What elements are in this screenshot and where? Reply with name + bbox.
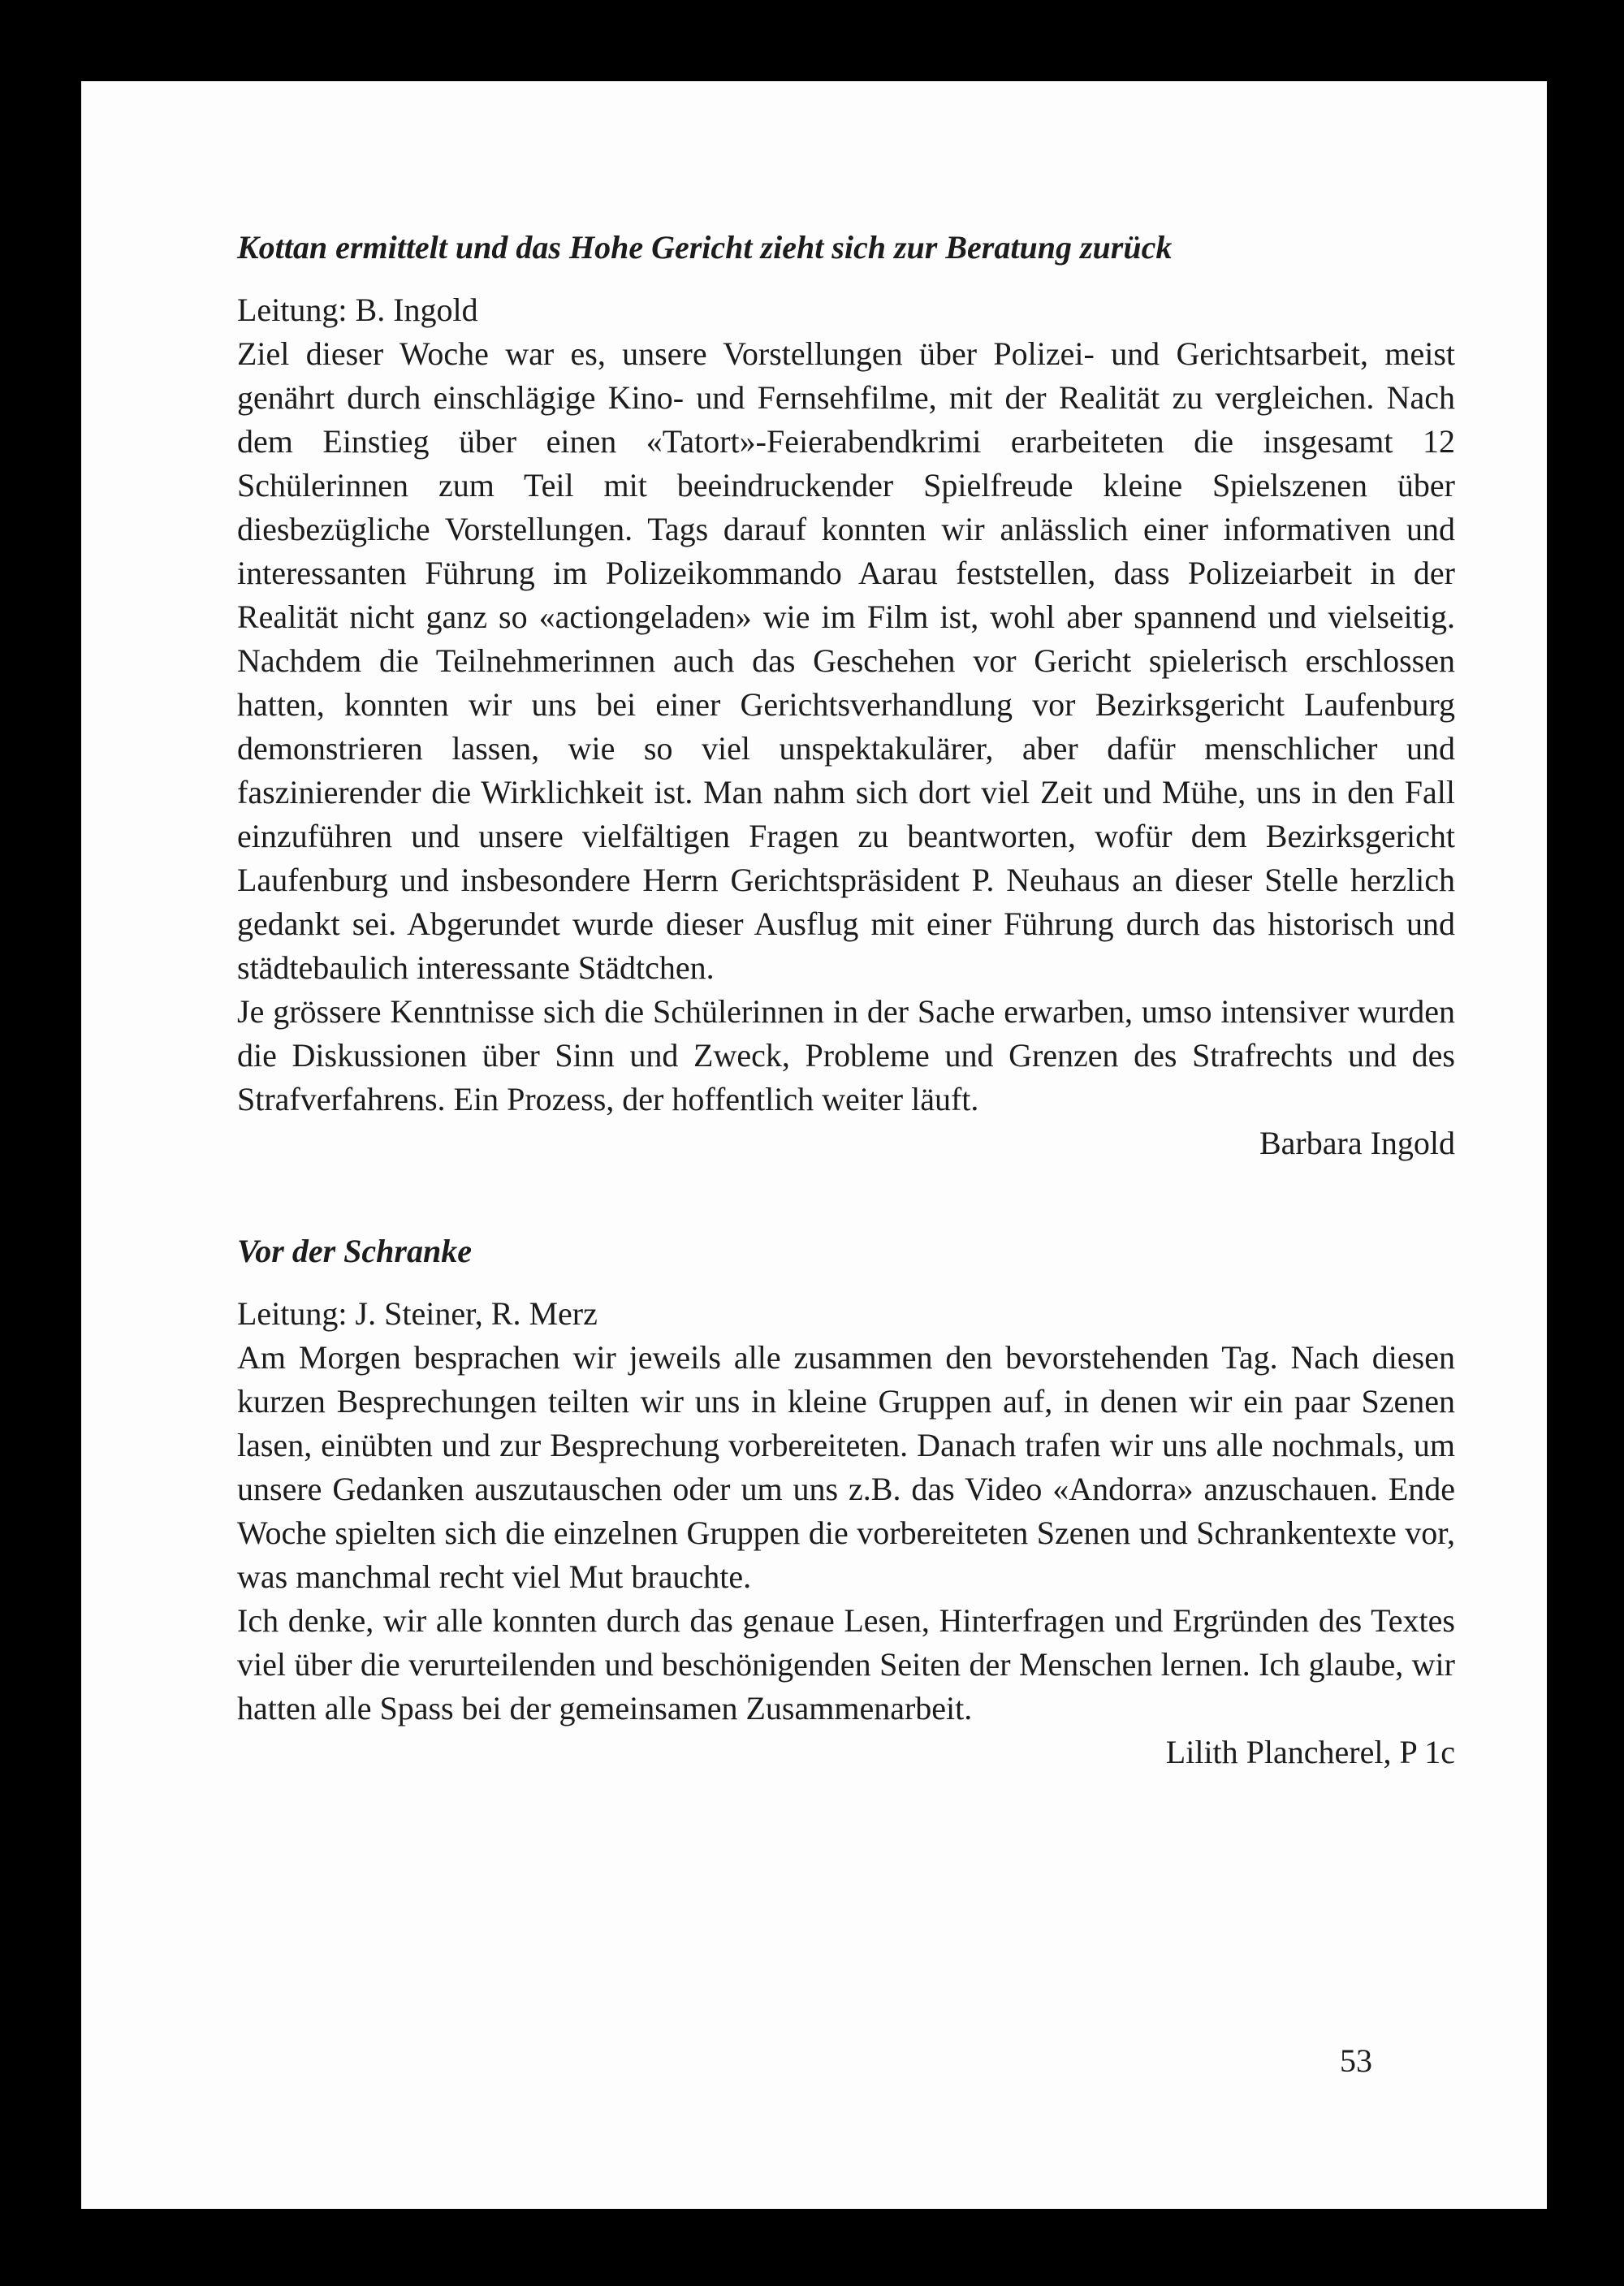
- section-schranke: [237, 1227, 1455, 1774]
- section-leader: Leitung: B. Ingold: [237, 292, 478, 328]
- paragraph: Am Morgen besprachen wir jeweils alle zusammen den bevorstehenden Tag. Nach diesen kurzen Besprechungen teilten wir uns in kleine Gruppen auf, in denen wir ein paar Szenen lasen, einübten und zur Besprechung vorbereiteten. Danach trafen wir uns alle nochmals, um unsere Gedanken auszutauschen oder um uns z.B. das Video «Andorra» anzuschauen. Ende Woche spielten sich die einzelnen Gruppen die vorbereiteten Szenen und Schrankentexte vor, was manchmal recht viel Mut brauchte.: [237, 1339, 1455, 1595]
- document-page: [81, 81, 1547, 2209]
- section-title: Kottan ermittelt und das Hohe Gericht zieht sich zur Beratung zurück: [237, 229, 1173, 266]
- section-gap: [237, 1165, 1455, 1227]
- section-leader: Leitung: J. Steiner, R. Merz: [237, 1295, 598, 1332]
- paragraph: Ich denke, wir alle konnten durch das genaue Lesen, Hinterfragen und Ergründen des Textes viel über die verurteilenden und beschönigenden Seiten der Menschen lernen. Ich glaube, wir hatten alle Spass bei der gemeinsamen Zusammenarbeit.: [237, 1602, 1455, 1726]
- section-title: Vor der Schranke: [237, 1233, 472, 1269]
- section-kottan: [237, 223, 1455, 1165]
- author-signature: Barbara Ingold: [1259, 1125, 1455, 1161]
- page-content: [237, 223, 1455, 1774]
- paragraph: Je grössere Kenntnisse sich die Schülerinnen in der Sache erwarben, umso intensiver wurden die Diskussionen über Sinn und Zweck, Probleme und Grenzen des Strafrechts und des Strafverfahrens. Ein Prozess, der hoffentlich weiter läuft.: [237, 993, 1455, 1117]
- paragraph: Ziel dieser Woche war es, unsere Vorstellungen über Polizei- und Gerichtsarbeit, meist genährt durch einschlägige Kino- und Fernsehfilme, mit der Realität zu vergleichen. Nach dem Einstieg über einen «Tatort»-Feierabendkrimi erarbeiteten die insgesamt 12 Schülerinnen zum Teil mit beeindruckender Spielfreude kleine Spielszenen über diesbezügliche Vorstellungen. Tags darauf konnten wir anlässlich einer informativen und interessanten Führung im Polizeikommando Aarau feststellen, dass Polizeiarbeit in der Realität nicht ganz so «actiongeladen» wie im Film ist, wohl aber spannend und vielseitig. Nachdem die Teilnehmerinnen auch das Geschehen vor Gericht spielerisch erschlossen hatten, konnten wir uns bei einer Gerichtsverhandlung vor Bezirksgericht Laufenburg demonstrieren lassen, wie so viel unspektakulärer, aber dafür menschlicher und faszinierender die Wirklichkeit ist. Man nahm sich dort viel Zeit und Mühe, uns in den Fall einzuführen und unsere vielfältigen Fragen zu beantworten, wofür dem Bezirksgericht Laufenburg und insbesondere Herrn Gerichtspräsident P. Neuhaus an dieser Stelle herzlich gedankt sei. Abgerundet wurde dieser Ausflug mit einer Führung durch das historisch und städtebaulich interessante Städtchen.: [237, 335, 1455, 986]
- page-number: 53: [1340, 2042, 1372, 2079]
- author-signature: Lilith Plancherel, P 1c: [1165, 1734, 1455, 1770]
